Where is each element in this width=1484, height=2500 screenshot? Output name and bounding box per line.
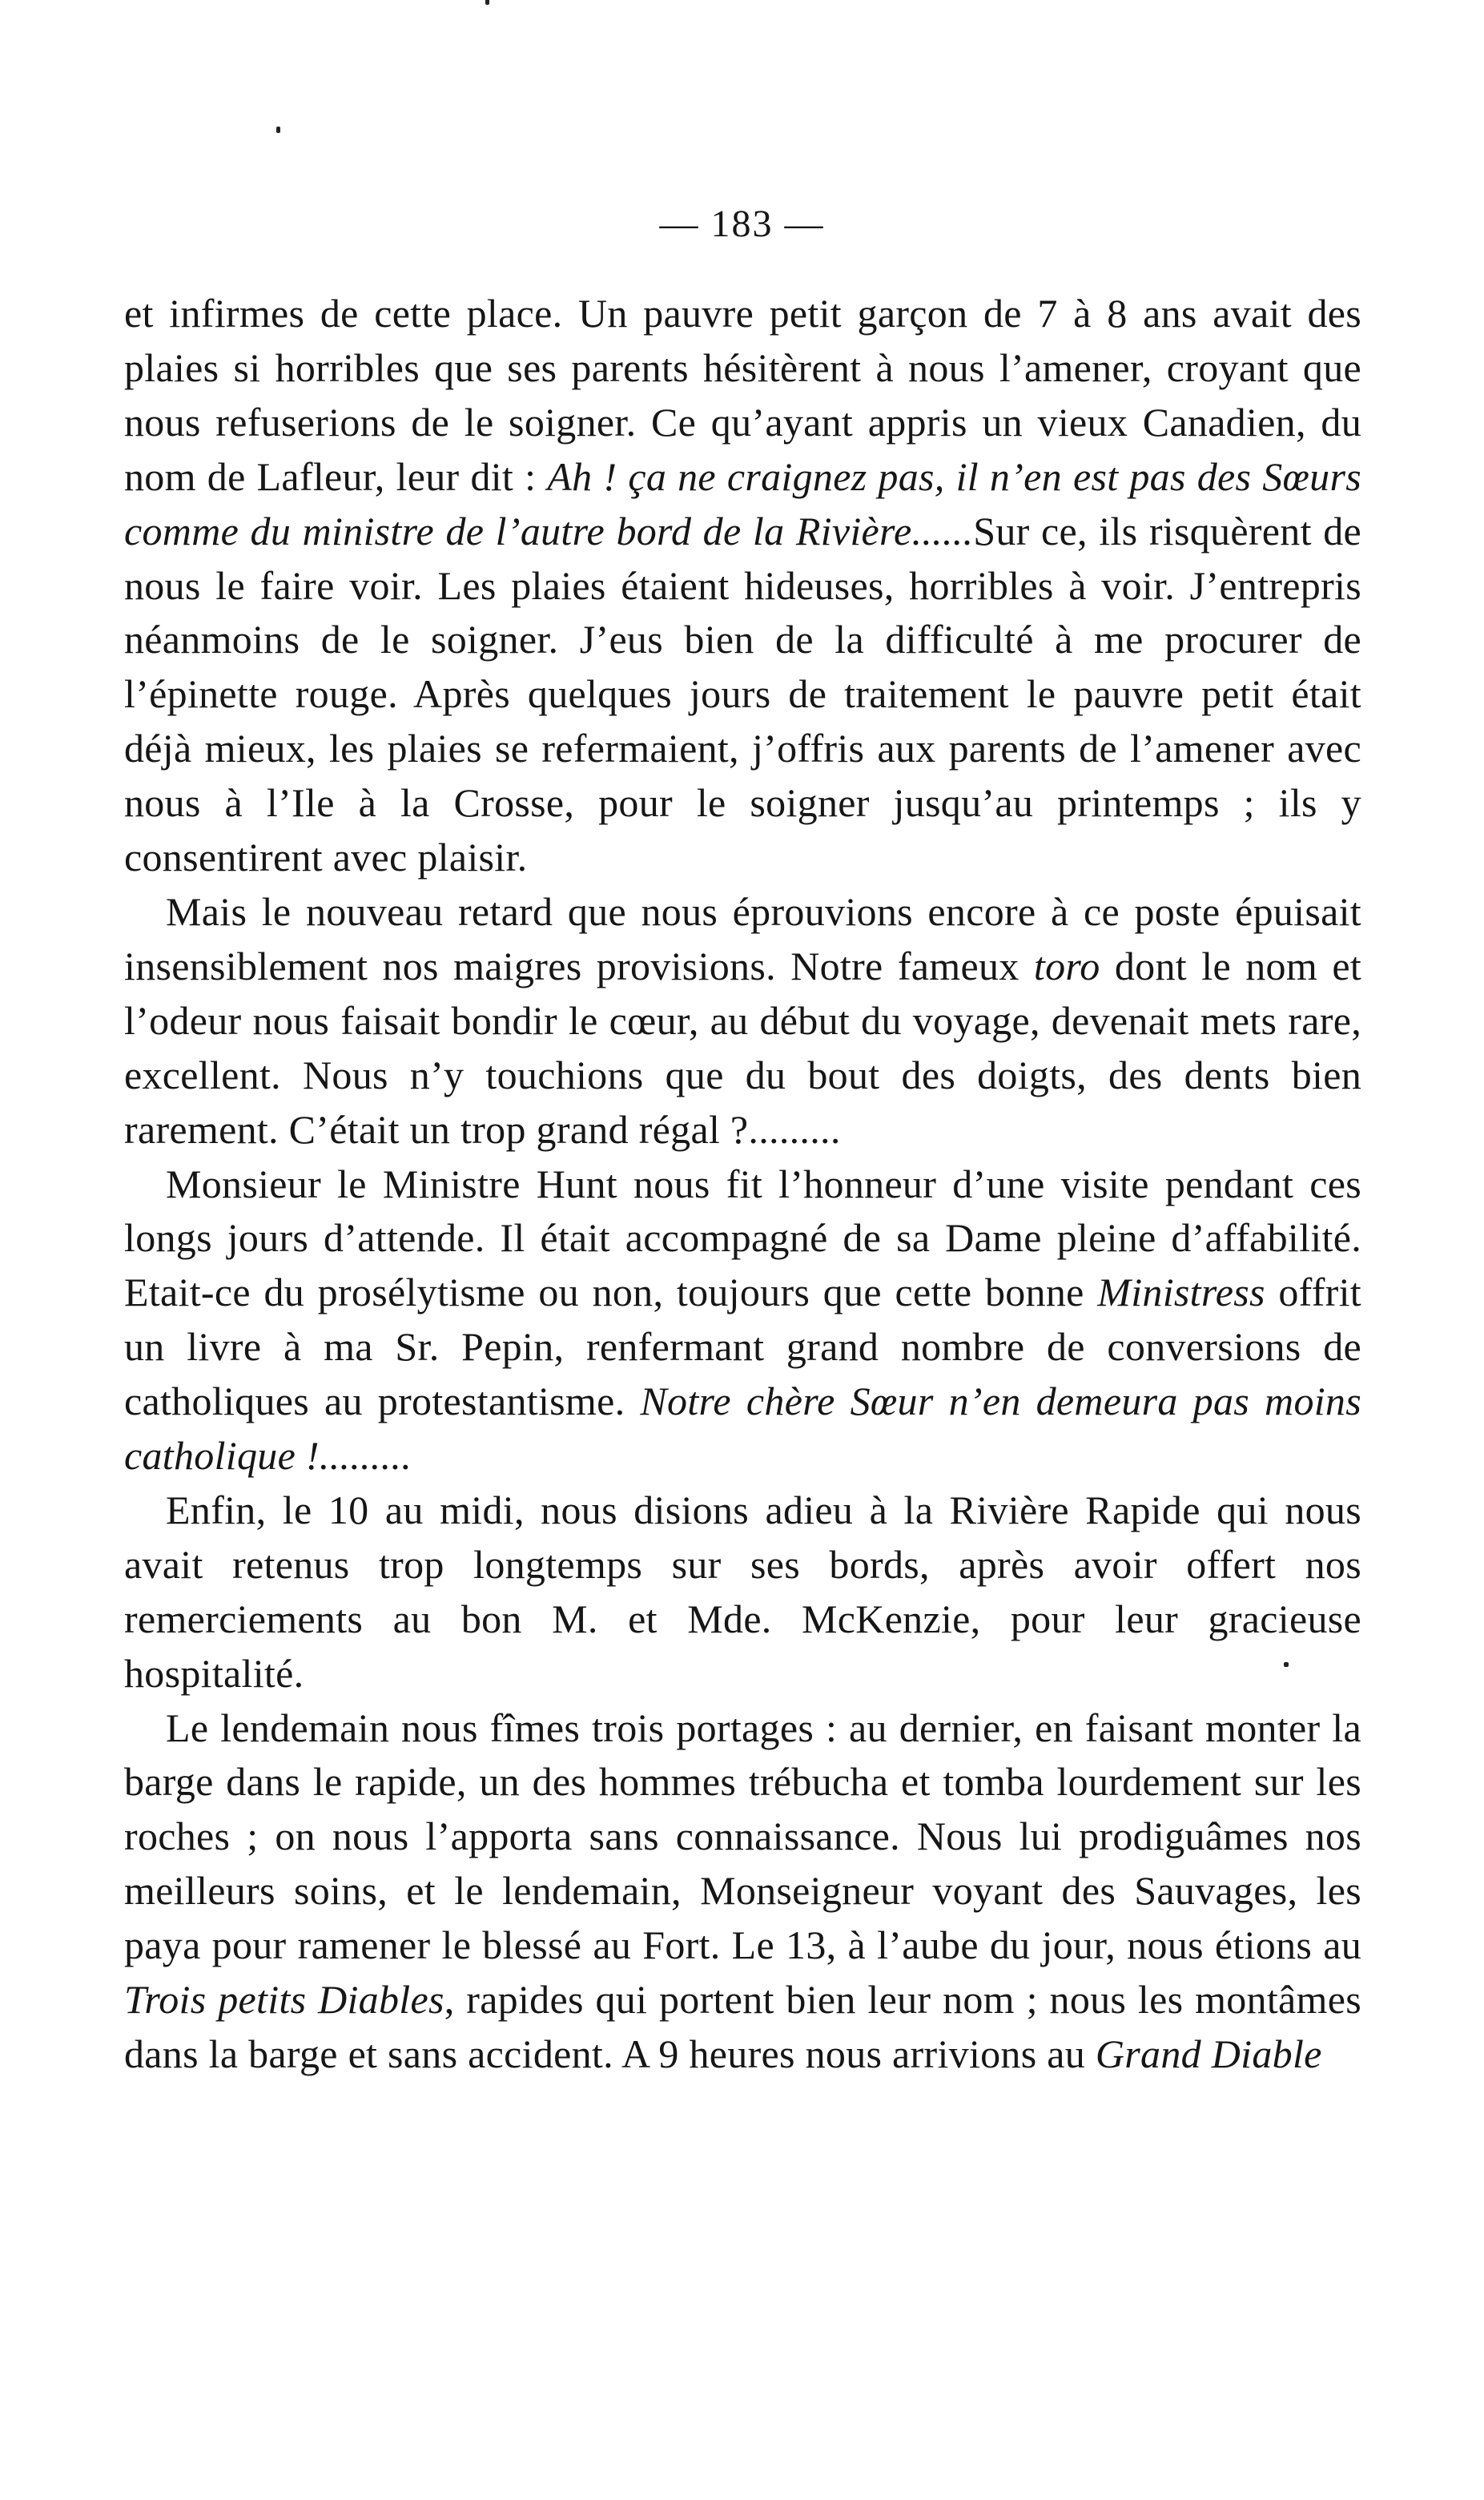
paragraph [124, 1483, 1361, 1701]
italic-text-run: Grand Diable [1095, 2031, 1322, 2076]
text-run: offrit un livre à ma Sr. Pepin, renfermant grand nombre de conversions de catholiques au protestantisme. [124, 1270, 1362, 1424]
paragraph [124, 1701, 1361, 2082]
text-run: Enfin, le 10 au midi, nous disions adieu à la Rivière Rapide qui nous avait retenus trop longtemps sur ses bords, après avoir offert nos remerciements au bon M. et Mde. McKenzie, pour leur gracieuse hospitalité. [124, 1487, 1361, 1696]
paragraph [124, 287, 1361, 885]
italic-text-run: toro [1033, 943, 1100, 988]
text-run: Le lendemain nous fîmes trois portages : au dernier, en faisant monter la barge dans le rapide, un des hommes trébucha et tomba lourdement sur les roches ; on nous l’apporta sans connaissance. Nous lui prodiguâmes nos meilleurs soins, et le lendemain, Monseigneur voyant des Sauvages, les paya pour ramener le blessé au Fort. Le 13, à l’aube du jour, nous étions au [124, 1705, 1361, 1968]
text-run: Sur ce, ils risquèrent de nous le faire voir. Les plaies étaient hideuses, horribles à voir. J’entrepris néanmoins de le soigner. J’eus bien de la difficulté à me procurer de l’épinette rouge. Après quelques jours de traitement le pauvre petit était déjà mieux, les plaies se refermaient, j’offris aux parents de l’amener avec nous à l’Ile à la Crosse, pour le soigner jusqu’au printemps ; ils y consentirent avec plaisir. [124, 508, 1361, 880]
italic-text-run: Notre chère Sœur n’en demeura pas moins catholique !......... [124, 1379, 1361, 1479]
italic-text-run: Ah ! ça ne craignez pas, il n’en est pas des Sœurs comme du ministre de l’autre bord de la Rivière...... [124, 453, 1361, 554]
text-run: et infirmes de cette place. Un pauvre petit garçon de 7 à 8 ans avait des plaies si horribles que ses parents hésitèrent à nous l’amener, croyant que nous refuserions de le soigner. Ce qu’ayant appris un vieux Canadien, du nom de Lafleur, leur dit : [124, 291, 1361, 499]
text-run: Monsieur le Ministre Hunt nous fit l’honneur d’une visite pendant ces longs jours d’attende. Il était accompagné de sa Dame pleine d’affabilité. Etait-ce du prosélytisme ou non, toujours que cette bonne [124, 1161, 1361, 1315]
paragraph [124, 1157, 1361, 1483]
text-run: , rapides qui portent bien leur nom ; nous les montâmes dans la barge et sans accident. A 9 heures nous arrivions au [124, 1977, 1361, 2076]
page-number: — 183 — [659, 203, 825, 245]
text-run: dont le nom et l’odeur nous faisait bondir le cœur, au début du voyage, devenait mets rare, excellent. Nous n’y touchions que du bout des doigts, des dents bien rarement. C’était un trop grand régal ?......... [124, 943, 1362, 1152]
text-run: Mais le nouveau retard que nous éprouvions encore à ce poste épuisait insensiblement nos maigres provisions. Notre fameux [124, 888, 1361, 988]
italic-text-run: Ministress [1097, 1270, 1265, 1315]
print-speck [276, 127, 280, 133]
paragraph [124, 885, 1361, 1157]
italic-text-run: Trois petits Diables [124, 1977, 444, 2023]
body-text [124, 287, 1361, 2082]
print-speck [485, 0, 489, 5]
